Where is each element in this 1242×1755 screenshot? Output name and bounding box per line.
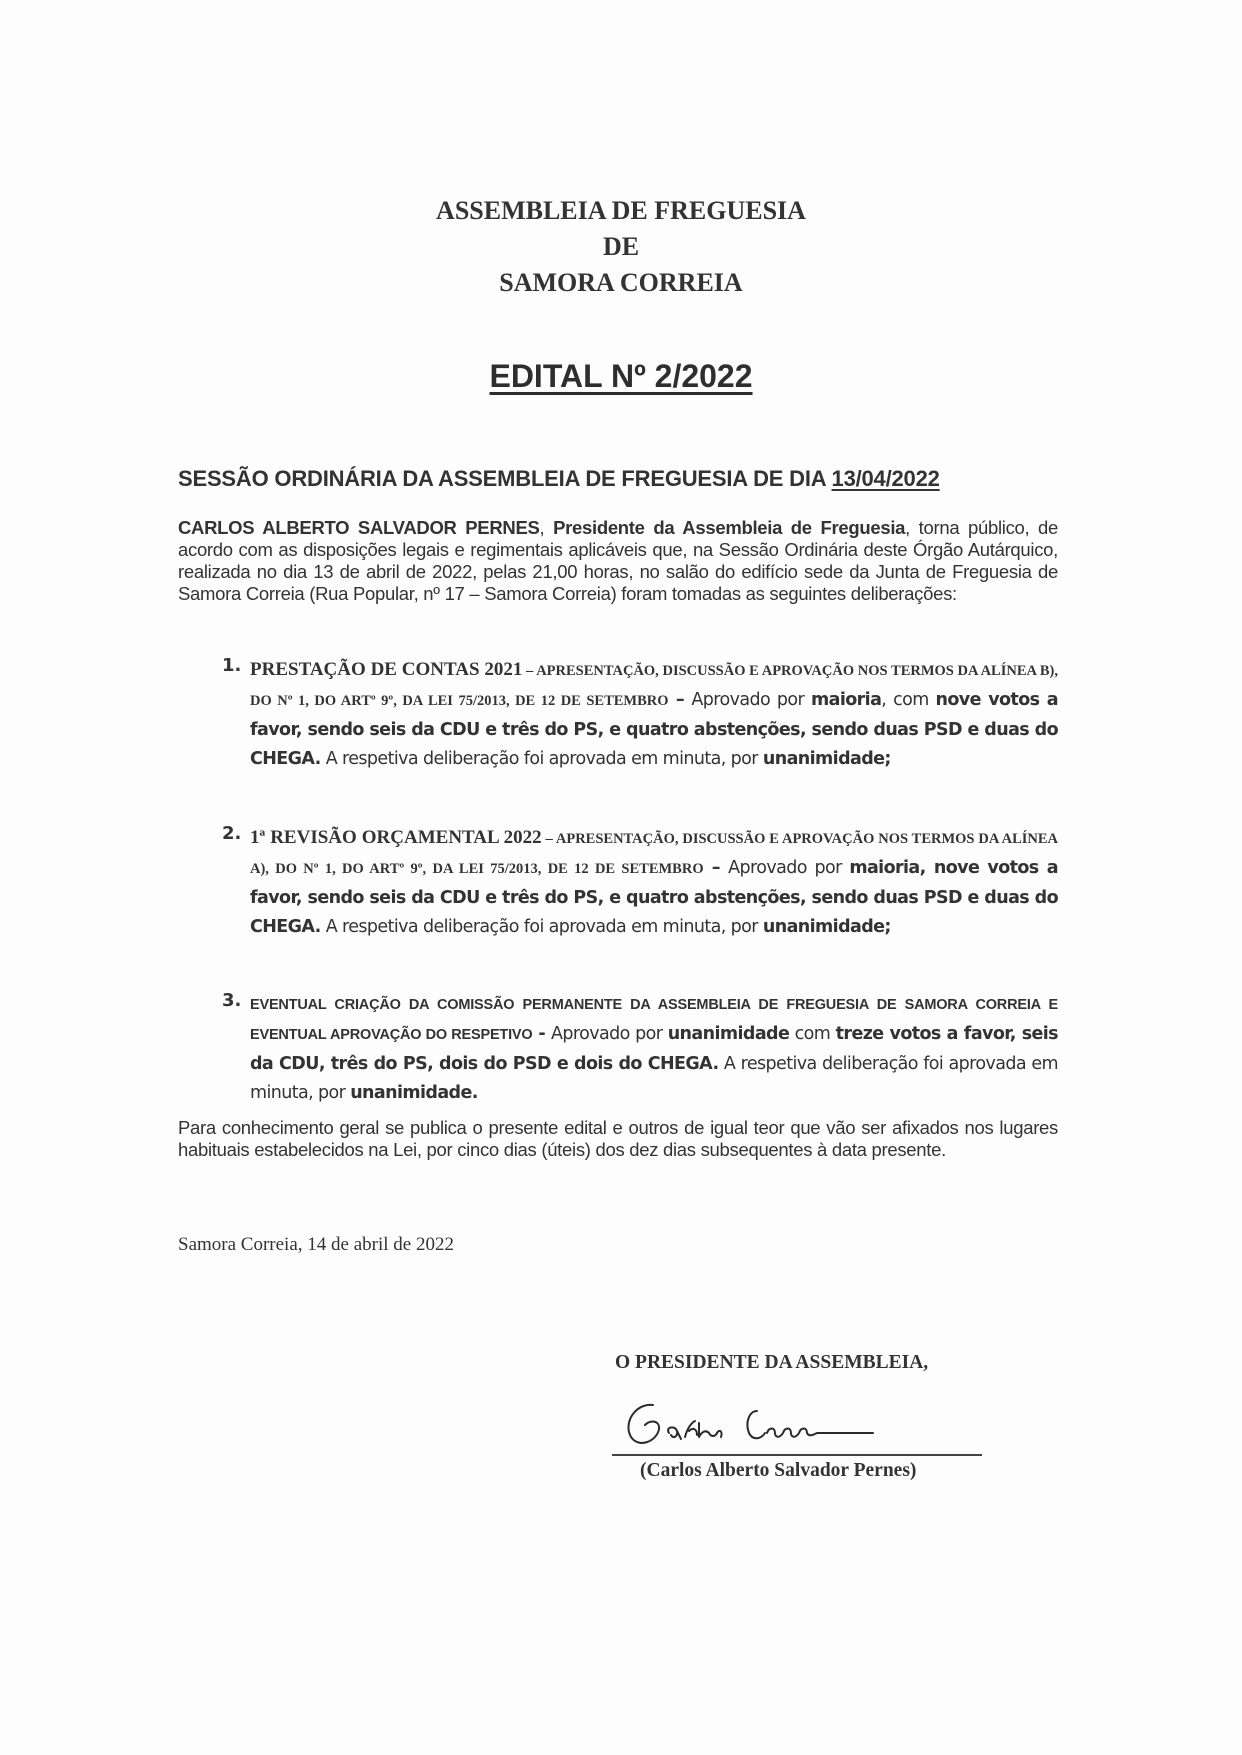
intro-paragraph <box>178 517 1058 605</box>
item-text-part: A respetiva deliberação foi aprovada em minuta, por <box>250 1054 1058 1103</box>
org-name-line3: SAMORA CORREIA <box>499 268 743 297</box>
place-date: Samora Correia, 14 de abril de 2022 <box>178 1234 454 1255</box>
president-name: CARLOS ALBERTO SALVADOR PERNES <box>178 517 540 538</box>
item-text-part: A respetiva deliberação foi aprovada em minuta, por <box>320 749 763 769</box>
item-number: 2. <box>222 823 242 844</box>
item-number: 1. <box>222 655 242 676</box>
session-date: 13/04/2022 <box>831 466 940 491</box>
item-text-part: Aprovado por <box>551 1024 668 1044</box>
item-text-part: , com <box>881 690 936 710</box>
item-title: PRESTAÇÃO DE CONTAS 2021 <box>250 659 523 680</box>
item-bold-part: maioria <box>810 690 882 710</box>
deliberation-item-3 <box>222 990 1058 1108</box>
item-dash: – <box>703 858 729 878</box>
org-name-line1: ASSEMBLEIA DE FREGUESIA <box>436 196 806 225</box>
item-vote-result: nove votos a favor, sendo seis da CDU e três do PS, e quatro abstenções, sendo duas PSD e duas do CHEGA. <box>250 690 1059 769</box>
item-bold-part: unanimidade. <box>350 1083 478 1103</box>
intro-separator: , <box>539 517 554 538</box>
item-text-part: Aprovado por <box>728 858 850 878</box>
closing-paragraph: Para conhecimento geral se publica o presente edital e outros de igual teor que vão ser afixados nos lugares habituais estabelecidos na Lei, por cinco dias (úteis) dos dez dias subsequentes à data presente. <box>178 1117 1058 1160</box>
item-vote-result: treze votos a favor, seis da CDU, três do PS, dois do PSD e dois do CHEGA. <box>250 1024 1058 1074</box>
item-dash: – <box>668 690 692 710</box>
item-text-part: A respetiva deliberação foi aprovada em minuta, por <box>320 917 763 937</box>
item-bold-part: unanimidade; <box>762 917 891 937</box>
intro-text: , torna público, de acordo com as disposições legais e regimentais aplicáveis que, na Sessão Ordinária deste Órgão Autárquico, realizada no dia 13 de abril de 2022, pelas 21,00 horas, no salão do edifício sede da Junta de Freguesia de Samora Correia (Rua Popular, nº 17 – Samora Correia) foram tomadas as seguintes deliberações: <box>178 517 1059 604</box>
item-vote-result: maioria, nove votos a favor, sendo seis da CDU e três do PS, e quatro abstenções, sendo duas PSD e duas do CHEGA. <box>250 858 1059 937</box>
item-subtitle: – APRESENTAÇÃO, DISCUSSÃO E APROVAÇÃO NOS TERMOS DA ALÍNEA A), DO Nº 1, DO ARTº 9º, DA LEI 75/2013, DE 12 DE SETEMBRO <box>250 831 1058 877</box>
signature-line <box>612 1454 982 1456</box>
edital-title <box>0 358 1242 395</box>
item-text <box>250 823 1058 942</box>
edital-title-text: EDITAL Nº 2/2022 <box>489 358 753 394</box>
deliberation-item-2 <box>222 823 1058 942</box>
handwritten-signature-icon <box>605 1393 990 1453</box>
item-dash: - <box>532 1024 551 1044</box>
item-bold-part: unanimidade <box>667 1024 790 1044</box>
session-heading <box>178 466 1078 492</box>
signature-title: O PRESIDENTE DA ASSEMBLEIA, <box>615 1352 929 1373</box>
deliberation-item-1 <box>222 655 1058 774</box>
item-text-part: Aprovado por <box>691 690 811 710</box>
item-number: 3. <box>222 990 242 1011</box>
item-text-part: com <box>789 1024 836 1044</box>
session-heading-text: SESSÃO ORDINÁRIA DA ASSEMBLEIA DE FREGUESIA DE DIA <box>178 466 832 491</box>
president-role: Presidente da Assembleia de Freguesia <box>553 517 906 538</box>
item-text <box>250 655 1058 774</box>
item-bold-part: unanimidade; <box>762 749 891 769</box>
signatory-name: (Carlos Alberto Salvador Pernes) <box>640 1460 917 1481</box>
item-subtitle: – APRESENTAÇÃO, DISCUSSÃO E APROVAÇÃO NOS TERMOS DA ALÍNEA B), DO Nº 1, DO ARTº 9º, DA LEI 75/2013, DE 12 DE SETEMBRO <box>250 663 1058 709</box>
org-name-line2: DE <box>602 232 640 261</box>
item-text <box>250 990 1058 1108</box>
item-title: 1ª REVISÃO ORÇAMENTAL 2022 <box>250 827 542 848</box>
item-title: EVENTUAL CRIAÇÃO DA COMISSÃO PERMANENTE DA ASSEMBLEIA DE FREGUESIA DE SAMORA CORREIA E EVENTUAL APROVAÇÃO DO RESPETIVO <box>250 997 1058 1043</box>
